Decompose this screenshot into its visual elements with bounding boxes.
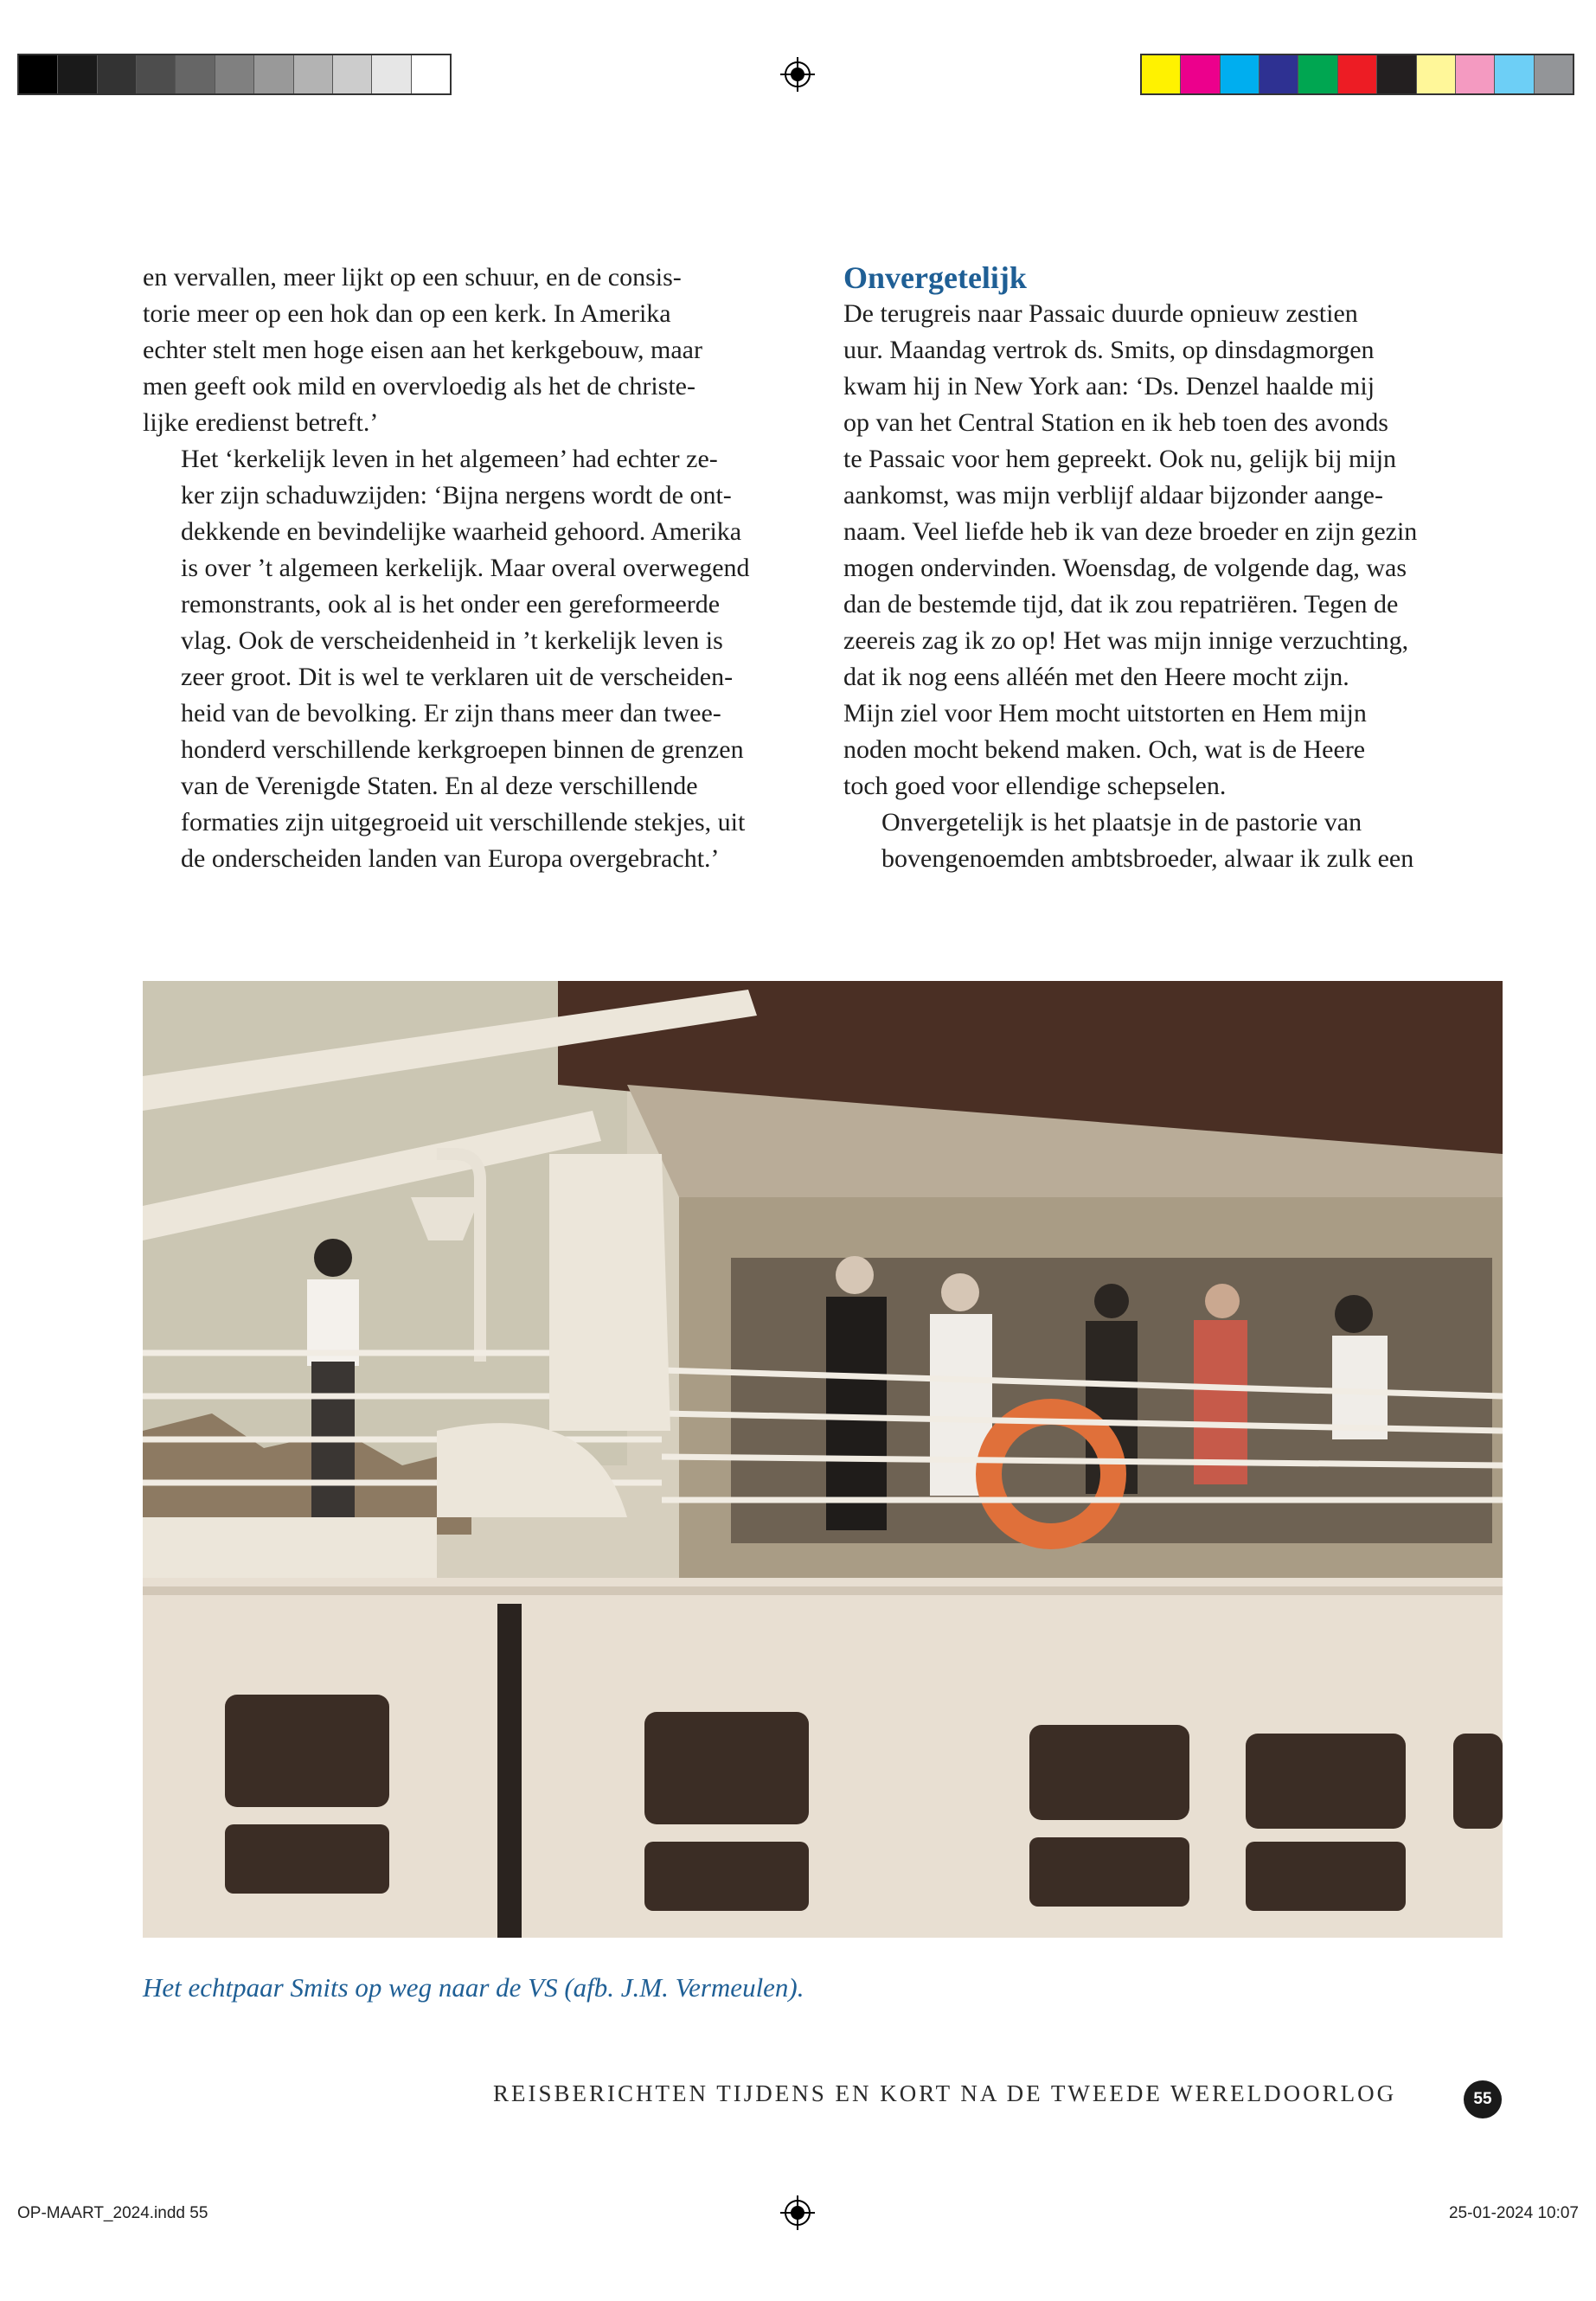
photo-caption: Het echtpaar Smits op weg naar de VS (afb. J.M. Vermeulen).	[143, 1972, 804, 2003]
text-line: Onvergetelijk is het plaatsje in de pastorie van	[881, 808, 1362, 836]
text-line: zeereis zag ik zo op! Het was mijn innige verzuchting,	[843, 626, 1409, 655]
color-swatch	[1456, 55, 1495, 93]
text-line: toch goed voor ellendige schepselen.	[843, 772, 1227, 800]
color-swatch	[1535, 55, 1573, 93]
text-line: echter stelt men hoge eisen aan het kerkgebouw, maar	[143, 336, 702, 364]
text-line: lijke eredienst betreft.’	[143, 408, 379, 437]
text-line: op van het Central Station en ik heb toen des avonds	[843, 408, 1388, 437]
registration-mark-icon	[780, 57, 815, 92]
gray-swatch	[215, 55, 254, 93]
text-line: en vervallen, meer lijkt op een schuur, en de consis-	[143, 263, 682, 292]
color-swatch	[1377, 55, 1416, 93]
gray-swatch	[98, 55, 137, 93]
text-line: is over ’t algemeen kerkelijk. Maar overal overwegend	[181, 554, 750, 582]
color-swatch	[1495, 55, 1534, 93]
text-line: van de Verenigde Staten. En al deze verschillende	[181, 772, 698, 800]
text-line: mogen ondervinden. Woensdag, de volgende dag, was	[843, 554, 1407, 582]
text-line: De terugreis naar Passaic duurde opnieuw zestien	[843, 299, 1358, 328]
text-line: dat ik nog eens alléén met den Heere mocht zijn.	[843, 663, 1349, 691]
page-number: 55	[1464, 2080, 1502, 2118]
text-line: vlag. Ook de verscheidenheid in ’t kerkelijk leven is	[181, 626, 723, 655]
text-line: remonstrants, ook al is het onder een gereformeerde	[181, 590, 721, 619]
right-column	[843, 260, 1501, 877]
text-line: de onderscheiden landen van Europa overgebracht.’	[181, 844, 720, 873]
registration-mark-icon	[780, 2195, 815, 2230]
text-line: aankomst, was mijn verblijf aldaar bijzonder aange-	[843, 481, 1383, 510]
text-line: te Passaic voor hem gepreekt. Ook nu, gelijk bij mijn	[843, 445, 1397, 473]
gray-swatch	[372, 55, 411, 93]
text-line: dan de bestemde tijd, dat ik zou repatriëren. Tegen de	[843, 590, 1399, 619]
color-swatch	[1298, 55, 1337, 93]
text-line: Het ‘kerkelijk leven in het algemeen’ had echter ze-	[181, 445, 718, 473]
color-swatch	[1417, 55, 1456, 93]
color-calibration-bar	[1140, 54, 1574, 95]
grayscale-calibration-bar	[17, 54, 452, 95]
left-column	[143, 260, 796, 877]
right-paragraph-1	[843, 296, 1501, 804]
text-line: Mijn ziel voor Hem mocht uitstorten en Hem mijn	[843, 699, 1367, 727]
gray-swatch	[176, 55, 215, 93]
right-paragraph-2	[843, 804, 1501, 877]
slug-date-info: 25-01-2024 10:07	[1448, 2204, 1579, 2222]
gray-swatch	[333, 55, 372, 93]
gray-swatch	[58, 55, 97, 93]
gray-swatch	[137, 55, 176, 93]
gray-swatch	[294, 55, 333, 93]
color-swatch	[1181, 55, 1220, 93]
color-swatch	[1338, 55, 1377, 93]
text-line: dekkende en bevindelijke waarheid gehoord. Amerika	[181, 517, 742, 546]
text-line: honderd verschillende kerkgroepen binnen de grenzen	[181, 735, 744, 764]
gray-swatch	[19, 55, 58, 93]
ship-deck-photo	[143, 981, 1503, 1938]
text-line: uur. Maandag vertrok ds. Smits, op dinsdagmorgen	[843, 336, 1375, 364]
text-line: bovengenoemden ambtsbroeder, alwaar ik zulk een	[881, 844, 1414, 873]
section-heading: Onvergetelijk	[843, 260, 1027, 295]
text-line: heid van de bevolking. Er zijn thans meer dan twee-	[181, 699, 721, 727]
text-line: noden mocht bekend maken. Och, wat is de Heere	[843, 735, 1366, 764]
running-footer: REISBERICHTEN TIJDENS EN KORT NA DE TWEEDE WERELDOORLOG	[493, 2080, 1397, 2106]
text-line: torie meer op een hok dan op een kerk. In Amerika	[143, 299, 671, 328]
gray-swatch	[412, 55, 450, 93]
text-line: naam. Veel liefde heb ik van deze broeder en zijn gezin	[843, 517, 1418, 546]
color-swatch	[1221, 55, 1259, 93]
left-paragraph-2	[143, 441, 796, 877]
slug-file-info: OP-MAART_2024.indd 55	[17, 2204, 208, 2222]
text-line: men geeft ook mild en overvloedig als het de christe-	[143, 372, 695, 401]
left-paragraph-1	[143, 260, 796, 441]
text-line: ker zijn schaduwzijden: ‘Bijna nergens wordt de ont-	[181, 481, 732, 510]
text-line: zeer groot. Dit is wel te verklaren uit de verscheiden-	[181, 663, 734, 691]
color-swatch	[1142, 55, 1181, 93]
text-line: kwam hij in New York aan: ‘Ds. Denzel haalde mij	[843, 372, 1375, 401]
color-swatch	[1259, 55, 1298, 93]
text-line: formaties zijn uitgegroeid uit verschillende stekjes, uit	[181, 808, 746, 836]
gray-swatch	[254, 55, 293, 93]
